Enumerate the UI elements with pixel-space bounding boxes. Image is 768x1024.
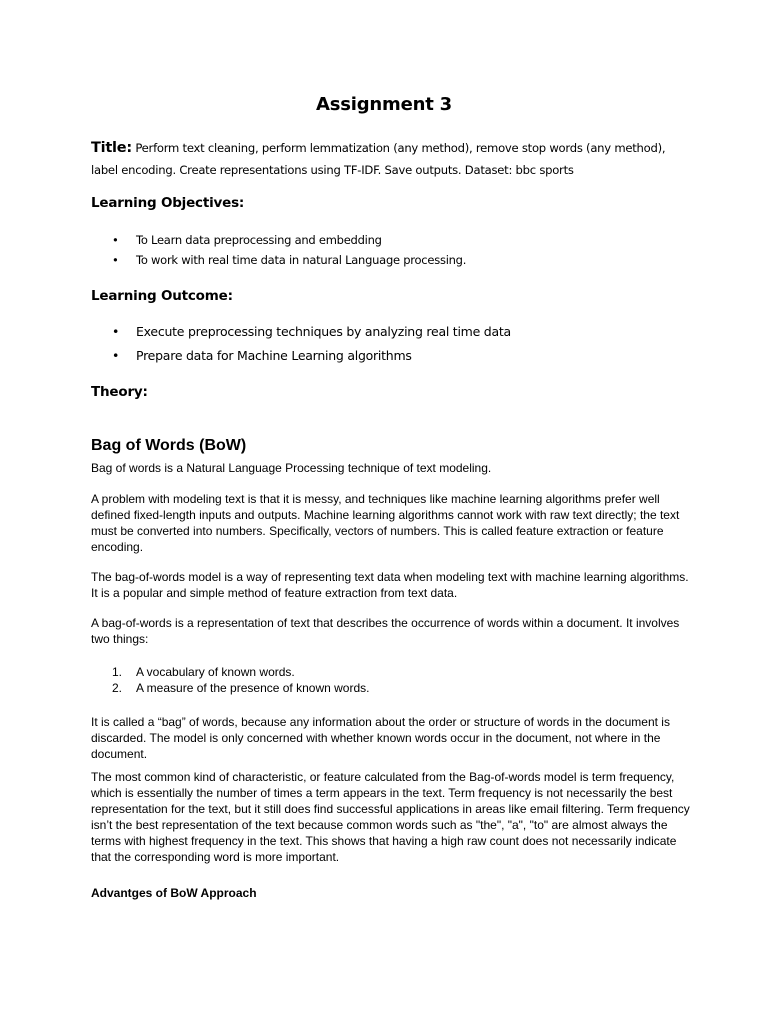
bow-paragraph-6: The most common kind of characteristic, or feature calculated from the Bag-of-words model is term frequency, which is essentially the number of times a term appears in the text. Term frequency is not necessarily the best representation for the text, but it still does find successful applications in areas like email filtering. Term frequency isn’t the best representation of the text because common words such as "the", "a", "to" are almost always the terms with highest frequency in the text. This shows that having a high raw count does not necessarily indicate that the corresponding word is more important. <box>91 770 690 864</box>
bow-paragraph-4: A bag-of-words is a representation of text that describes the occurrence of words within a document. It involves two things: <box>91 616 680 646</box>
bow-heading: Bag of Words (BoW) <box>91 437 247 454</box>
title-label: Title: <box>91 140 132 156</box>
bow-paragraph-3: The bag-of-words model is a way of representing text data when modeling text with machine learning algorithms. It is a popular and simple method of feature extraction from text data. <box>91 570 689 600</box>
advantages-heading: Advantges of BoW Approach <box>91 886 257 900</box>
learning-outcome-heading: Learning Outcome: <box>91 288 233 304</box>
list-number: 1. <box>112 665 123 679</box>
bullet-icon: • <box>112 233 119 247</box>
bullet-icon: • <box>112 253 119 267</box>
title-text-line2: label encoding. Create representations using TF-IDF. Save outputs. Dataset: bbc sports <box>91 163 574 177</box>
list-item <box>112 664 369 680</box>
assignment-title: Assignment 3 <box>315 94 452 115</box>
learning-objectives-heading: Learning Objectives: <box>91 195 245 211</box>
bow-paragraph-5: It is called a “bag” of words, because any information about the order or structure of words in the document is discarded. The model is only concerned with whether known words occur in the document, not where in the document. <box>91 715 670 761</box>
list-item <box>112 320 511 344</box>
list-item <box>112 230 466 250</box>
list-item <box>112 250 466 270</box>
learning-objectives-list <box>112 230 466 270</box>
learning-outcome-list <box>112 320 511 368</box>
objective-text: To work with real time data in natural Language processing. <box>136 253 467 267</box>
bow-paragraph-2: A problem with modeling text is that it is messy, and techniques like machine learning algorithms prefer well defined fixed-length inputs and outputs. Machine learning algorithms cannot work with raw text directly; the text must be converted into numbers. Specifically, vectors of numbers. This is called feature extraction or feature encoding. <box>91 492 680 554</box>
bow-numbered-list <box>112 664 369 696</box>
title-text-line1: Perform text cleaning, perform lemmatization (any method), remove stop words (any method), <box>131 141 666 155</box>
title-section <box>91 137 691 181</box>
list-text: A vocabulary of known words. <box>136 665 295 679</box>
outcome-text: Execute preprocessing techniques by analyzing real time data <box>136 324 511 339</box>
list-item <box>112 344 511 368</box>
objective-text: To Learn data preprocessing and embedding <box>136 233 382 247</box>
bullet-icon: • <box>112 324 120 339</box>
list-text: A measure of the presence of known words. <box>136 681 370 695</box>
theory-heading: Theory: <box>91 384 148 400</box>
bow-paragraph-1: Bag of words is a Natural Language Processing technique of text modeling. <box>91 461 492 475</box>
list-item <box>112 680 369 696</box>
bullet-icon: • <box>112 348 120 363</box>
list-number: 2. <box>112 681 123 695</box>
outcome-text: Prepare data for Machine Learning algorithms <box>136 348 412 363</box>
